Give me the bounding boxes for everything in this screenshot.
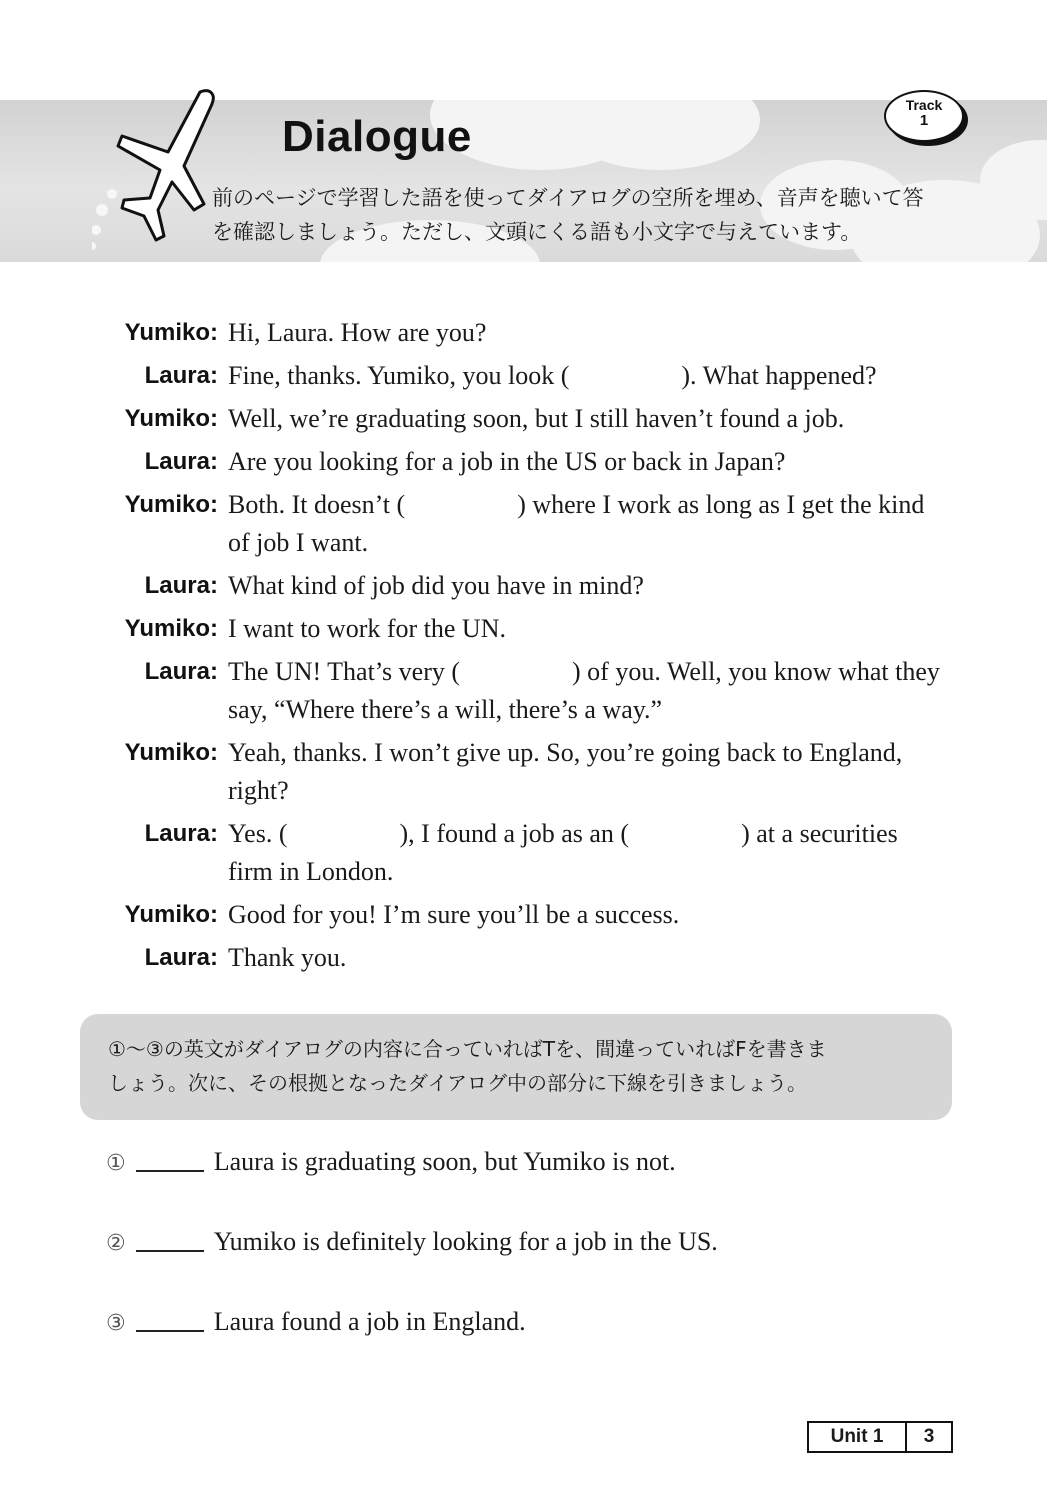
dialogue-turn	[110, 815, 970, 891]
question-text: Laura is graduating soon, but Yumiko is not.	[213, 1147, 676, 1176]
line-text: The UN! That’s very (	[228, 657, 461, 686]
dialogue-turn	[110, 400, 970, 438]
speaker-name: Laura:	[144, 944, 218, 971]
question-item	[106, 1224, 718, 1262]
track-label: Track	[905, 97, 943, 113]
dialogue-line	[228, 357, 948, 395]
speaker-name: Laura:	[144, 820, 218, 847]
dialogue-turn	[110, 357, 970, 395]
line-text: Yes. (	[228, 819, 288, 848]
dialogue-turn	[110, 896, 970, 934]
dialogue-line	[228, 567, 948, 605]
dialogue-line	[228, 400, 948, 438]
dialogue-line	[228, 443, 948, 481]
unit-label: Unit 1	[809, 1423, 907, 1451]
speaker-name: Yumiko:	[124, 615, 218, 642]
question-item	[106, 1144, 676, 1182]
question-text: Yumiko is definitely looking for a job in the US.	[213, 1227, 718, 1256]
page-footer	[807, 1421, 953, 1453]
speaker-name: Laura:	[144, 362, 218, 389]
dialogue-line	[228, 815, 948, 891]
dialogue-turn	[110, 734, 970, 810]
dialogue	[110, 314, 970, 982]
answer-blank[interactable]	[136, 1144, 204, 1172]
instruction-line: しょう。次に、その根拠となったダイアログ中の部分に下線を引きましょう。	[108, 1071, 807, 1095]
speaker-name: Laura:	[144, 572, 218, 599]
line-text: Hi, Laura. How are you?	[228, 318, 487, 347]
page-title: Dialogue	[282, 112, 472, 161]
speaker-name: Yumiko:	[124, 319, 218, 346]
line-text: Are you looking for a job in the US or back in Japan?	[228, 447, 786, 476]
line-text: ) where I work as long as I get the kind of job I want.	[228, 490, 925, 557]
track-badge	[884, 90, 964, 142]
instruction-line: ①〜③の英文がダイアログの内容に合っていればTを、間違っていればFを書きま	[108, 1037, 827, 1061]
dialogue-turn	[110, 314, 970, 352]
dialogue-line	[228, 314, 948, 352]
speaker-name: Yumiko:	[124, 901, 218, 928]
dialogue-line	[228, 939, 948, 977]
dialogue-turn	[110, 939, 970, 977]
speaker-name: Yumiko:	[124, 491, 218, 518]
airplane-icon	[92, 86, 222, 266]
dialogue-line	[228, 734, 948, 810]
line-text: Yeah, thanks. I won’t give up. So, you’re going back to England, right?	[228, 738, 903, 805]
line-text: ). What happened?	[681, 361, 877, 390]
exercise-instruction	[108, 1032, 938, 1100]
dialogue-line	[228, 653, 948, 729]
line-text: Good for you! I’m sure you’ll be a success.	[228, 900, 680, 929]
line-text: Well, we’re graduating soon, but I still haven’t found a job.	[228, 404, 845, 433]
dialogue-turn	[110, 567, 970, 605]
dialogue-turn	[110, 610, 970, 648]
line-text: Thank you.	[228, 943, 347, 972]
dialogue-line	[228, 610, 948, 648]
question-number: ③	[106, 1311, 126, 1336]
question-text: Laura found a job in England.	[213, 1307, 526, 1336]
answer-blank[interactable]	[136, 1304, 204, 1332]
dialogue-line	[228, 896, 948, 934]
dialogue-line	[228, 486, 948, 562]
speaker-name: Yumiko:	[124, 405, 218, 432]
dialogue-turn	[110, 653, 970, 729]
speaker-name: Yumiko:	[124, 739, 218, 766]
dialogue-turn	[110, 443, 970, 481]
dialogue-instruction	[212, 181, 1012, 249]
answer-blank[interactable]	[136, 1224, 204, 1252]
line-text: ), I found a job as an (	[399, 819, 630, 848]
instruction-line: を確認しましょう。ただし、文頭にくる語も小文字で与えています。	[212, 220, 862, 244]
line-text: I want to work for the UN.	[228, 614, 506, 643]
line-text: Fine, thanks. Yumiko, you look (	[228, 361, 570, 390]
line-text: ) at a securities firm in London.	[228, 819, 898, 886]
instruction-line: 前のページで学習した語を使ってダイアログの空所を埋め、音声を聴いて答	[212, 186, 924, 210]
dialogue-turn	[110, 486, 970, 562]
track-number: 1	[919, 112, 929, 129]
page-number: 3	[923, 1426, 935, 1447]
question-number: ①	[106, 1151, 126, 1176]
speaker-name: Laura:	[144, 658, 218, 685]
question-item	[106, 1304, 526, 1342]
line-text: Both. It doesn’t (	[228, 490, 406, 519]
line-text: What kind of job did you have in mind?	[228, 571, 644, 600]
line-text: ) of you. Well, you know what they say, “Where there’s a will, there’s a way.”	[228, 657, 940, 724]
question-number: ②	[106, 1231, 126, 1256]
speaker-name: Laura:	[144, 448, 218, 475]
